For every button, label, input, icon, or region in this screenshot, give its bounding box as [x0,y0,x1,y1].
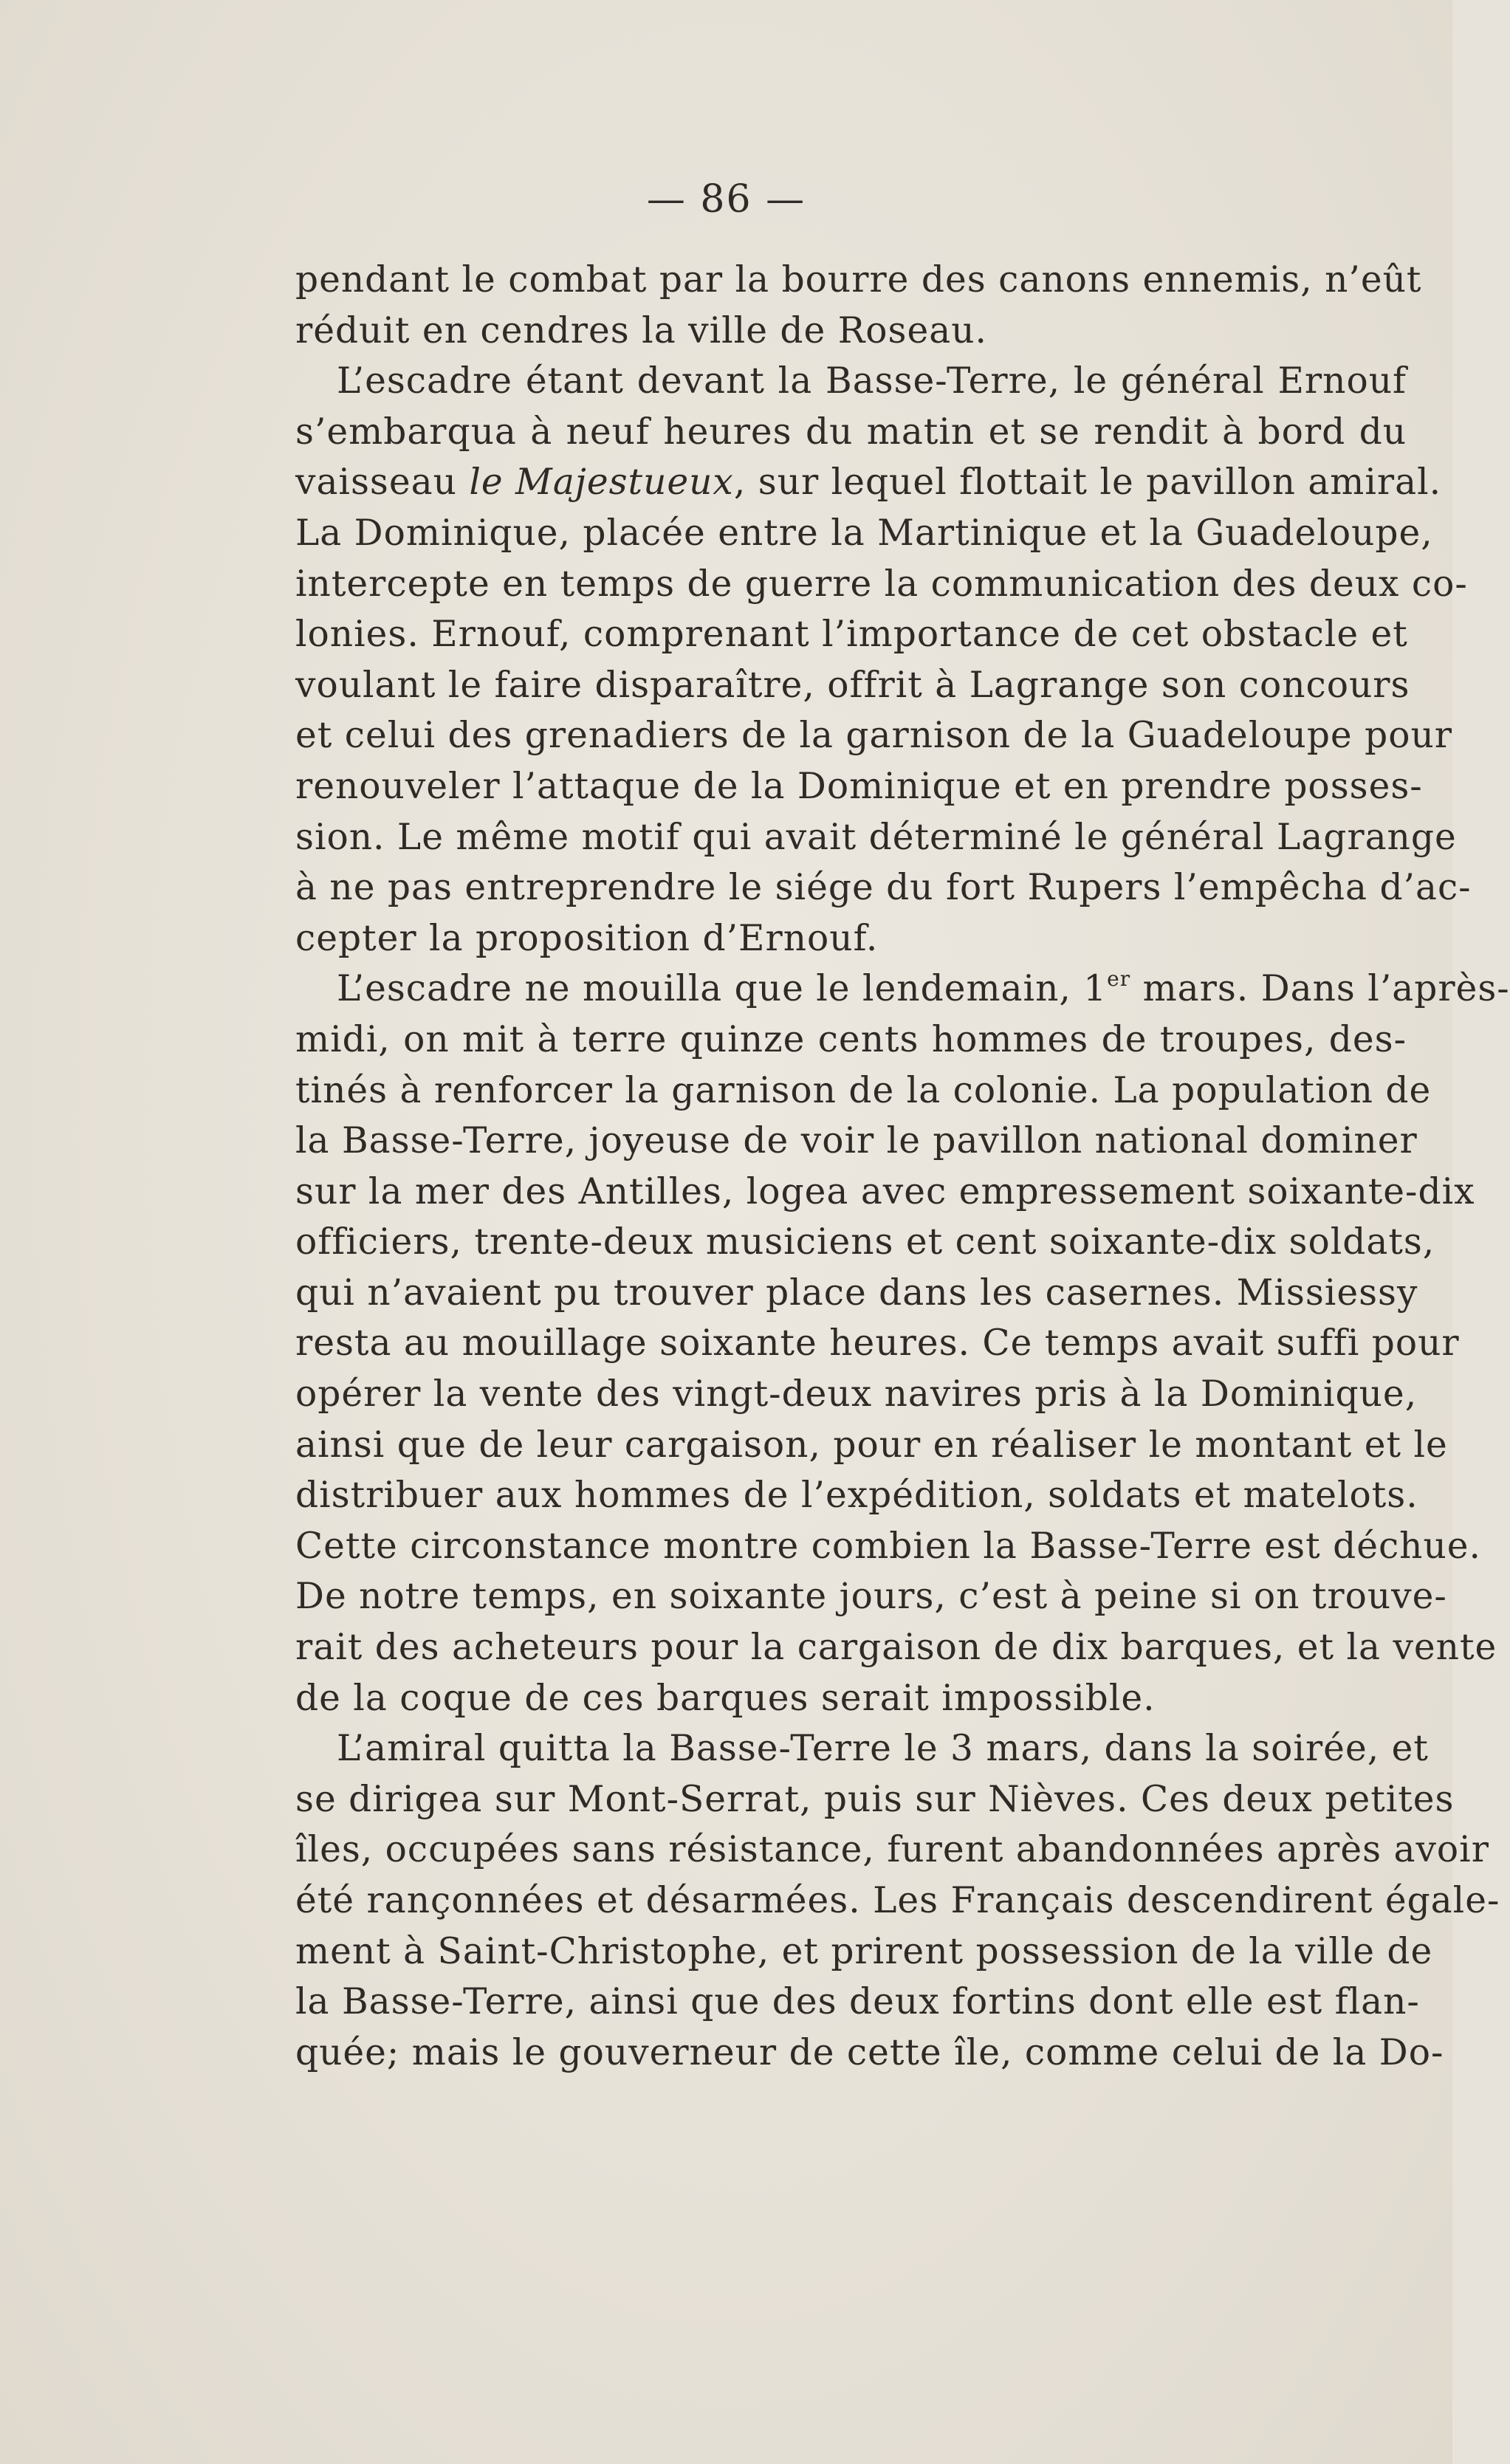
line-text: ainsi que de leur cargaison, pour en réaliser le montant et le [295,1424,1448,1466]
line-text: intercepte en temps de guerre la communication des deux co- [295,563,1468,605]
text-line [295,812,1457,863]
line-text: réduit en cendres la ville de Roseau. [295,309,987,351]
text-line [295,1673,1407,1724]
line-text: sur la mer des Antilles, logea avec empressement soixante-dix [295,1170,1475,1212]
line-text: officiers, trente-deux musiciens et cent soixante-dix soldats, [295,1221,1435,1263]
line-text: midi, on mit à terre quinze cents hommes de troupes, des- [295,1018,1407,1060]
text-line [295,1825,1489,1876]
line-text: L’escadre étant devant la Basse-Terre, le général Ernouf [337,360,1407,402]
text-line [295,1420,1448,1471]
text-line [295,761,1423,812]
text-line [295,255,1422,306]
line-text: se dirigea sur Mont-Serrat, puis sur Nièves. Ces deux petites [295,1778,1455,1820]
line-text: L’amiral quitta la Basse-Terre le 3 mars, dans la soirée, et [337,1728,1429,1770]
line-text: s’embarqua à neuf heures du matin et se rendit à bord du [295,411,1407,453]
line-text: L’escadre ne mouilla que le lendemain, 1 [337,968,1108,1010]
text-line [295,508,1433,559]
text-line [295,1774,1455,1825]
line-text: La Dominique, placée entre la Martinique et la Guadeloupe, [295,512,1433,554]
line-text: voulant le faire disparaître, offrit à Lagrange son concours [295,664,1410,706]
text-line [295,609,1407,660]
text-line [295,1926,1433,1977]
line-text: et celui des grenadiers de la garnison de la Guadeloupe pour [295,715,1453,757]
line-text: opérer la vente des vingt-deux navires pris à la Dominique, [295,1373,1418,1415]
line-text: lonies. Ernouf, comprenant l’importance de cet obstacle et [295,614,1408,656]
line-text: pendant le combat par la bourre des canons ennemis, n’eût [295,259,1422,301]
line-text: ment à Saint-Christophe, et prirent possession de la ville de [295,1930,1433,1972]
line-text: la Basse-Terre, joyeuse de voir le pavillon national dominer [295,1120,1418,1162]
text-line [295,1723,1429,1774]
text-line [295,1369,1418,1420]
ship-name: le Majestueux [469,461,734,504]
line-text: de la coque de ces barques serait impossible. [295,1677,1156,1719]
line-text: mars. Dans l’après- [1130,968,1510,1010]
line-text: quée; mais le gouverneur de cette île, comme celui de la Do- [295,2031,1444,2073]
text-line [295,1015,1407,1065]
text-line [295,660,1410,711]
line-text: sion. Le même motif qui avait déterminé le général Lagrange [295,816,1457,858]
text-line [295,2028,1444,2079]
text-line [295,1521,1481,1572]
text-line [295,1167,1475,1218]
line-text: resta au mouillage soixante heures. Ce temps avait suffi pour [295,1322,1460,1365]
text-line [295,710,1453,761]
line-text: îles, occupées sans résistance, furent abandonnées après avoir [295,1829,1489,1871]
line-text: qui n’avaient pu trouver place dans les casernes. Missiessy [295,1272,1418,1314]
line-text: à ne pas entreprendre le siége du fort Rupers l’empêcha d’ac- [295,867,1472,909]
text-line [295,1065,1432,1116]
body-text [295,255,1510,2078]
page-number: — 86 — [646,177,806,222]
line-text: la Basse-Terre, ainsi que des deux fortins dont elle est flan- [295,1981,1420,2023]
text-line [295,1116,1418,1167]
text-line [295,1622,1497,1673]
text-line [295,1571,1447,1622]
text-line [295,559,1468,610]
text-line [295,457,1442,508]
ordinal-superscript: er [1107,967,1131,992]
text-line [295,356,1407,407]
line-text: été rançonnées et désarmées. Les Français descendirent égale- [295,1880,1500,1921]
line-text: distribuer aux hommes de l’expédition, soldats et matelots. [295,1475,1418,1517]
text-line [295,306,1407,357]
line-text: rait des acheteurs pour la cargaison de dix barques, et la vente [295,1627,1497,1669]
text-line [295,964,1510,1015]
text-line [295,1470,1418,1521]
text-line [295,1217,1435,1268]
text-line [295,862,1472,913]
text-line [295,1318,1460,1369]
text-line [295,913,1407,964]
text-line [295,407,1407,458]
text-line [295,1268,1418,1319]
text-line [295,1977,1420,2028]
line-text: renouveler l’attaque de la Dominique et en prendre posses- [295,765,1423,807]
text-line [295,1876,1500,1926]
line-text: tinés à renforcer la garnison de la colonie. La population de [295,1069,1432,1111]
line-text: cepter la proposition d’Ernouf. [295,917,879,959]
line-text: De notre temps, en soixante jours, c’est à peine si on trouve- [295,1576,1447,1618]
line-text: , sur lequel flottait le pavillon amiral. [733,461,1442,504]
line-text: vaisseau [295,461,470,504]
line-text: Cette circonstance montre combien la Basse-Terre est déchue. [295,1525,1481,1567]
